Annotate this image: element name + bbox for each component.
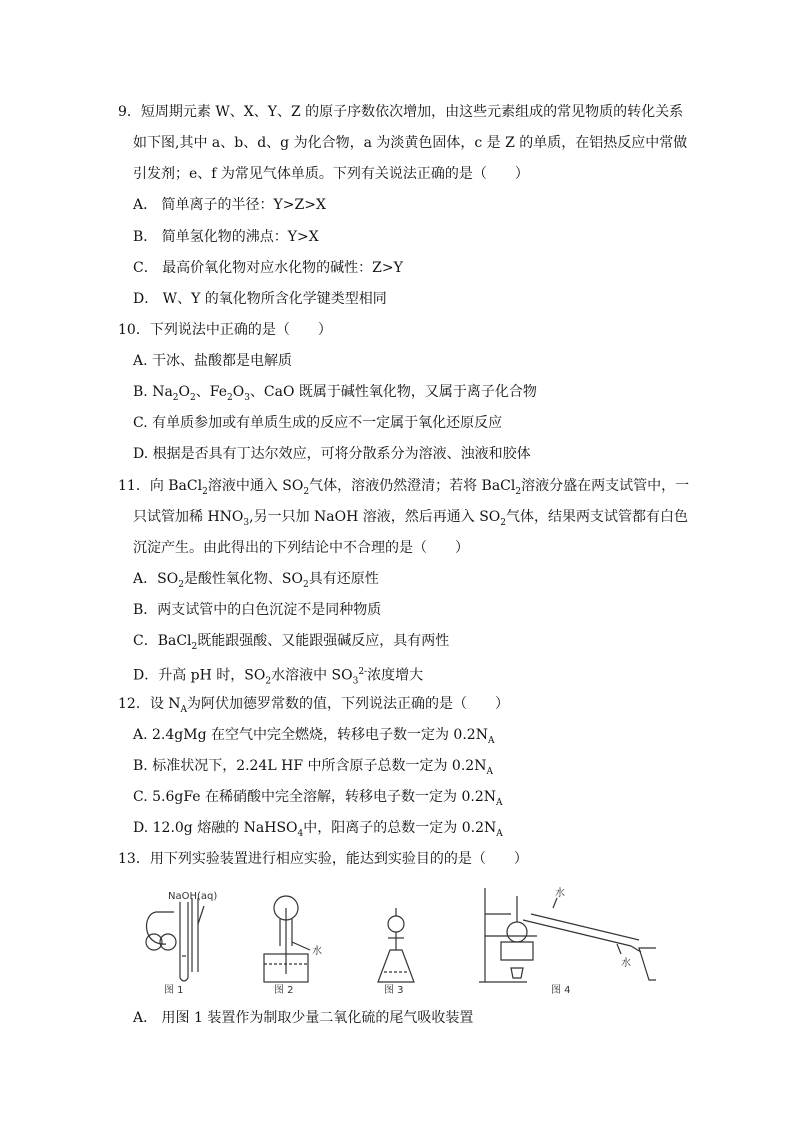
figure-4-water-out-label: 水 [621,958,631,969]
q10-stem: 10．下列说法中正确的是（ ） [118,322,332,338]
q9-line3: 引发剂；e、f 为常见气体单质。下列有关说法正确的是（ ） [133,166,529,182]
q11-line2: 只试管加稀 $HNO_3$,另一只加 NaOH 溶液，然后再通入 $SO_2$气体，结果两支试管都有白色 [133,509,689,528]
q10-option-d: D. 根据是否具有丁达尔效应，可将分散系分为溶液、浊液和胶体 [133,446,531,462]
figure-4-water-in-label: 水 [555,888,565,899]
q13-stem: 13．用下列实验装置进行相应实验，能达到实验目的的是（ ） [118,851,528,867]
q12-option-d: D. 12.0g 熔融的 NaHSO$_4$中，阳离子的总数一定为 $0.2N_A$ [133,820,503,839]
figure-1-absorber [146,891,217,996]
figure-1-naoh-label: NaOH(aq) [168,891,218,902]
figure-3-conical-flask [378,908,414,996]
q10-option-c: C. 有单质参加或有单质生成的反应不一定属于氧化还原反应 [133,415,503,431]
q10-option-b: B. $Na_2O_2$、$Fe_2O_3$、CaO 既属于碱性氧化物，又属于离子化合物 [133,384,537,403]
q9-line1: 9．短周期元素 W、X、Y、Z 的原子序数依次增加，由这些元素组成的常见物质的转化关系 [118,104,684,120]
q9-option-b: B． 简单氢化物的沸点：Y>X [133,229,319,245]
figure-2-label: 图 2 [274,985,294,996]
figure-4-label: 图 4 [551,985,571,996]
q13-option-a: A． 用图 1 装置作为制取少量二氧化硫的尾气吸收装置 [133,1010,474,1026]
q12-option-c: C. 5.6gFe 在稀硝酸中完全溶解，转移电子数一定为 $0.2N_A$ [133,789,503,808]
q11-line1: 11．向 BaCl$_2$溶液中通入 $SO_2$气体，溶液仍然澄清；若将 BaCl$_2$溶液分盛在两支试管中，一 [118,478,690,497]
figure-1-label: 图 1 [164,985,184,996]
q11-option-d: D．升高 pH 时，$SO_2$水溶液中 $SO_3^{2-}$浓度增大 [133,667,424,687]
q12-stem: 12．设 $N_A$为阿伏加德罗常数的值，下列说法正确的是（ ） [118,696,510,715]
q11-option-c: C．BaCl$_2$既能跟强酸、又能跟强碱反应，具有两性 [133,633,450,652]
q12-option-b: B. 标准状况下，2.24L HF 中所含原子总数一定为 $0.2N_A$ [133,758,493,777]
figure-3-label: 图 3 [384,985,404,996]
q9-option-d: D． W、Y 的氧化物所含化学键类型相同 [133,291,387,307]
q9-line2: 如下图,其中 a、b、d、g 为化合物，a 为淡黄色固体，c 是 Z 的单质，在铝热反应中常做 [133,135,688,151]
q9-option-c: C． 最高价氧化物对应水化物的碱性：Z>Y [133,260,403,276]
q9-option-a: A． 简单离子的半径：Y>Z>X [133,197,326,213]
q11-line3: 沉淀产生。由此得出的下列结论中不合理的是（ ） [133,540,469,556]
q11-option-a: A．$SO_2$是酸性氧化物、$SO_2$具有还原性 [133,571,379,590]
q12-option-a: A. 2.4gMg 在空气中完全燃烧，转移电子数一定为 $0.2N_A$ [133,727,495,746]
q10-option-a: A. 干冰、盐酸都是电解质 [133,353,293,369]
figure-2-water-label: 水 [312,946,322,957]
q11-option-b: B．两支试管中的白色沉淀不是同种物质 [133,602,382,618]
figure-2-fountain [264,896,322,996]
figure-4-distillation [479,886,656,996]
apparatus-figures [136,884,656,999]
